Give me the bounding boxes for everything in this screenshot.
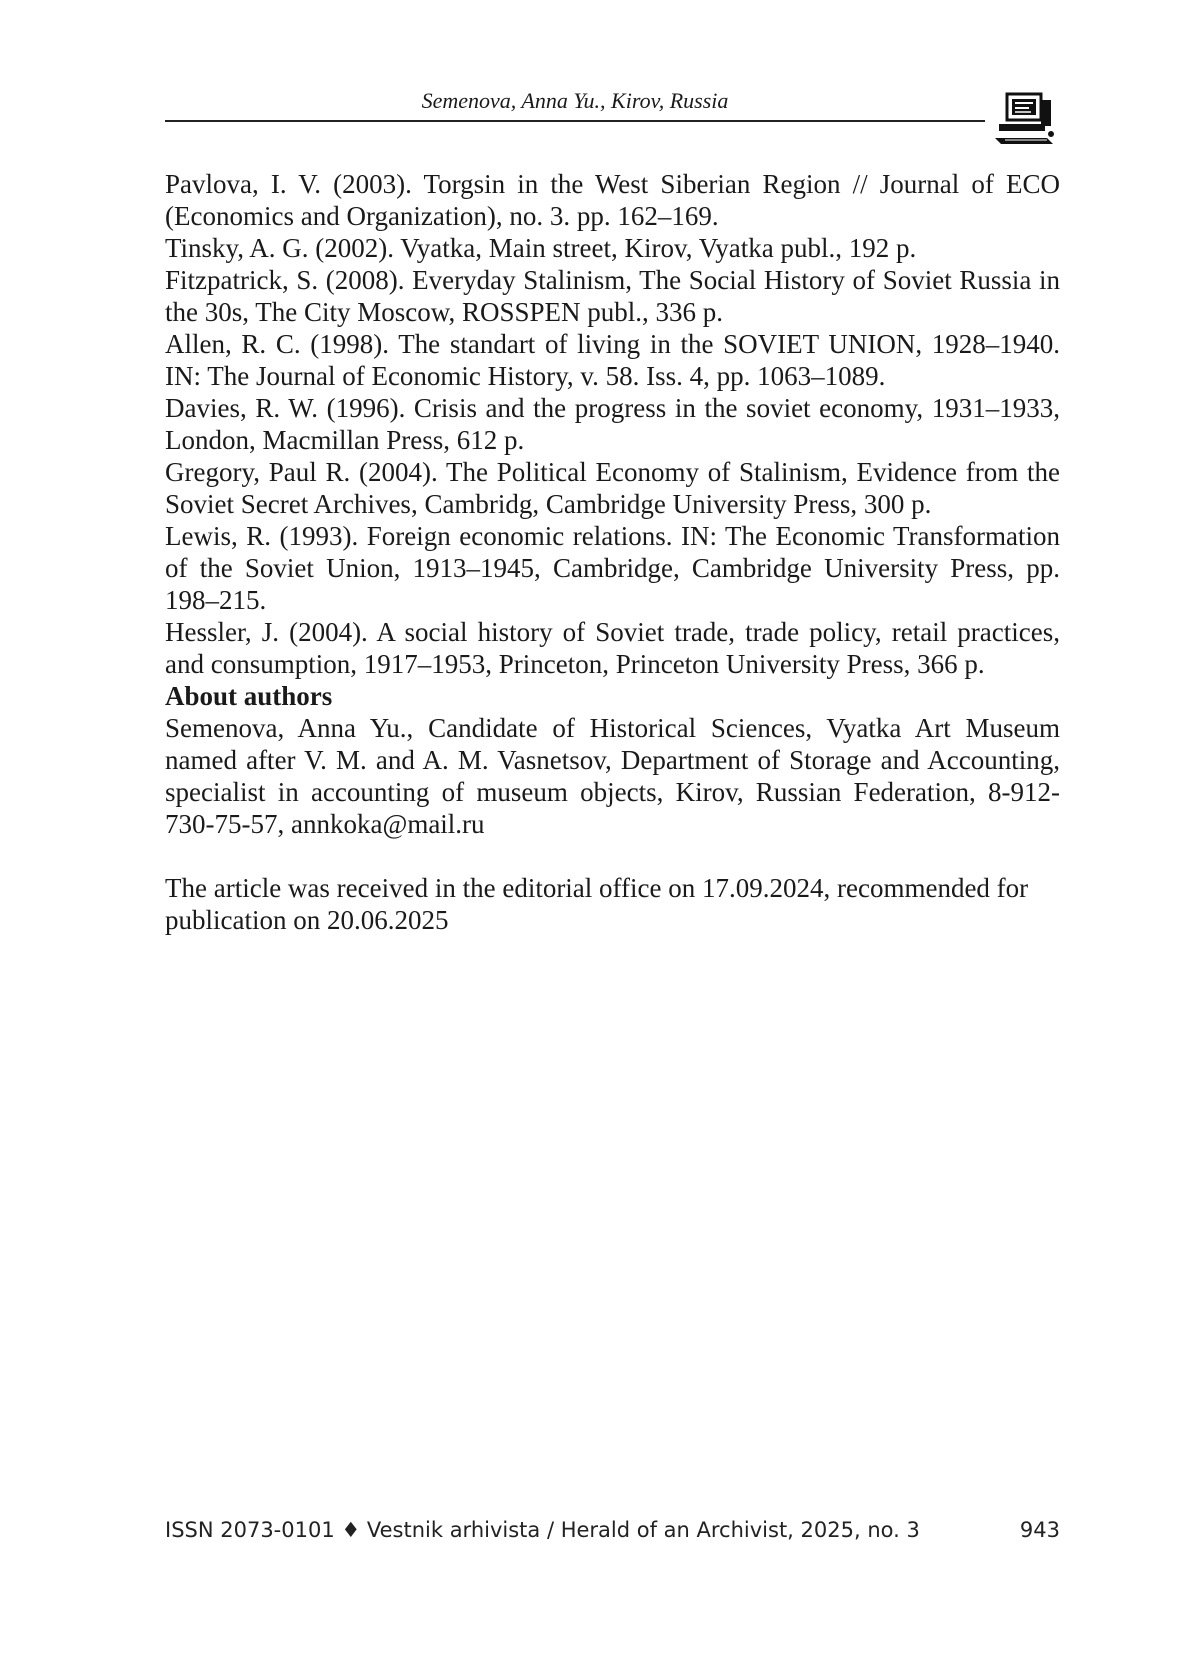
- page-number: 943: [1019, 1518, 1060, 1542]
- reference-item: Hessler, J. (2004). A social history of Soviet trade, trade policy, retail practices, and consumption, 1917–1953, Princeton, Princeton University Press, 366 p.: [165, 617, 1060, 679]
- journal-info: ISSN 2073-0101 ♦ Vestnik arhivista / Herald of an Archivist, 2025, no. 3: [165, 1518, 920, 1542]
- reference-item: Pavlova, I. V. (2003). Torgsin in the West Siberian Region // Journal of ECO (Economics and Organization), no. 3. pp. 162–169.: [165, 169, 1060, 231]
- running-header: [165, 84, 985, 122]
- reference-item: Lewis, R. (1993). Foreign economic relations. IN: The Economic Transformation of the Soviet Union, 1913–1945, Cambridge, Cambridge University Press, pp. 198–215.: [165, 521, 1060, 615]
- reference-item: Tinsky, A. G. (2002). Vyatka, Main street, Kirov, Vyatka publ., 192 p.: [165, 233, 917, 263]
- about-authors-heading: About authors: [165, 681, 333, 711]
- reference-item: Gregory, Paul R. (2004). The Political Economy of Stalinism, Evidence from the Soviet Secret Archives, Cambridg, Cambridge University Press, 300 p.: [165, 457, 1060, 519]
- reference-item: Davies, R. W. (1996). Crisis and the progress in the soviet economy, 1931–1933, London, Macmillan Press, 612 p.: [165, 393, 1060, 455]
- reference-item: Allen, R. C. (1998). The standart of living in the SOVIET UNION, 1928–1940. IN: The Journal of Economic History, v. 58. Iss. 4, pp. 1063–1089.: [165, 329, 1060, 391]
- reference-item: Fitzpatrick, S. (2008). Everyday Stalinism, The Social History of Soviet Russia in the 30s, The City Moscow, ROSSPEN publ., 336 p.: [165, 265, 1060, 327]
- page-footer: [165, 1518, 1060, 1548]
- running-title: Semenova, Anna Yu., Kirov, Russia: [421, 88, 729, 113]
- received-note: The article was received in the editorial office on 17.09.2024, recommended for publication on 20.06.2025: [165, 873, 1029, 935]
- page-body: [165, 168, 1060, 936]
- computer-workstation-logo-icon: [993, 90, 1057, 146]
- author-info: Semenova, Anna Yu., Candidate of Historical Sciences, Vyatka Art Museum named after V. M. and A. M. Vasnetsov, Department of Storage and Accounting, specialist in accounting of museum objects, Kirov, Russian Federation, 8-912-730-75-57, annkoka@mail.ru: [165, 713, 1060, 839]
